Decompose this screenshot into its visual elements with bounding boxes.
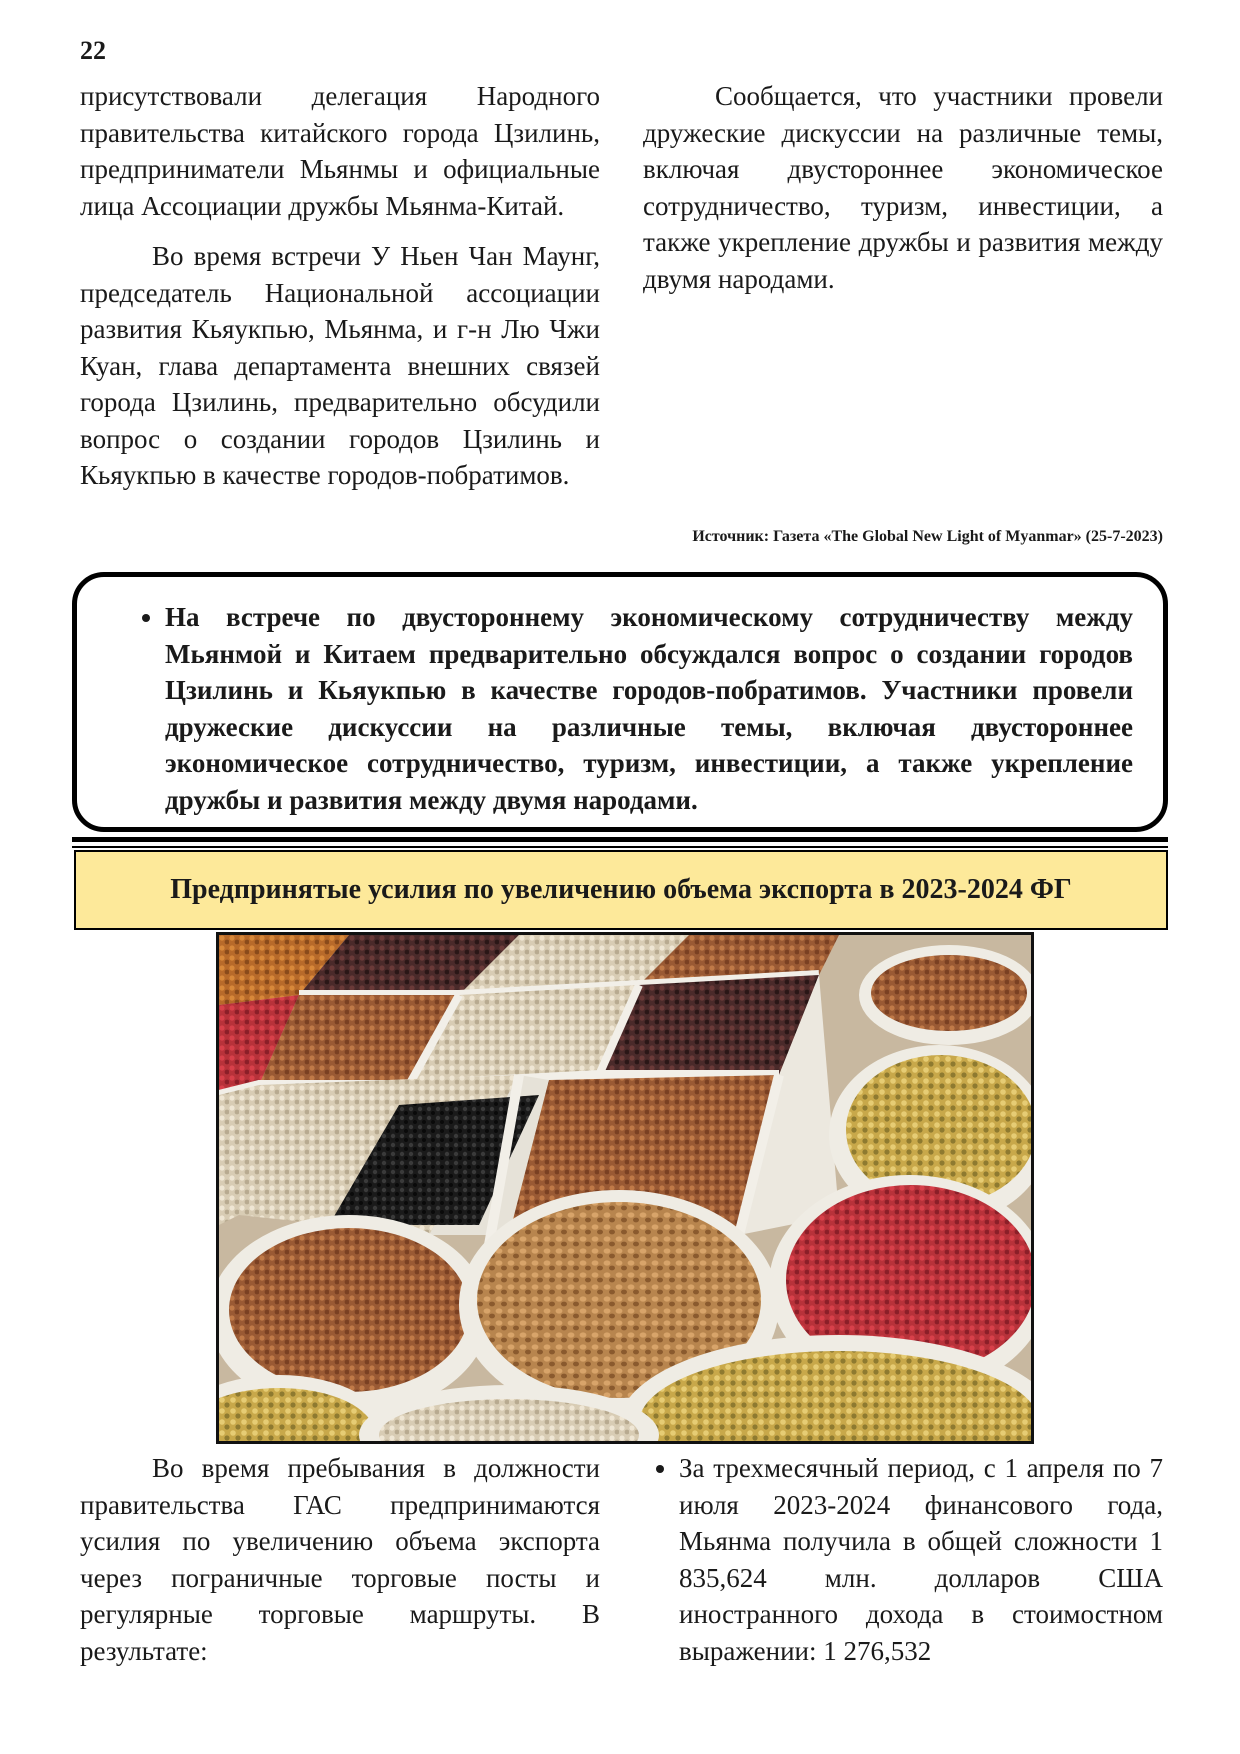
market-beans-photo: [216, 932, 1034, 1444]
bottom-left-paragraph: Во время пребывания в должности правительства ГАС предпринимаются усилия по увеличению объема экспорта через пограничные торговые посты и регулярные торговые маршруты. В результате:: [80, 1453, 600, 1666]
left-column: [80, 78, 600, 494]
bottom-left-column: [80, 1450, 600, 1669]
bottom-right-column: [643, 1450, 1163, 1669]
left-paragraph-2: Во время встречи У Ньен Чан Маунг, председатель Национальной ассоциации развития Кьяукпью, Мьянма, и г-н Лю Чжи Куан, глава департамента внешних связей города Цзилинь, предварительно обсудили вопрос о создании городов Цзилинь и Кьяукпью в качестве городов-побратимов.: [80, 241, 600, 490]
source-citation: Источник: Газета «The Global New Light of Myanmar» (25-7-2023): [692, 528, 1163, 545]
right-column: [643, 78, 1163, 297]
section-divider-thick: [72, 837, 1168, 842]
left-paragraph-1: присутствовали делегация Народного правительства китайского города Цзилинь, предприниматели Мьянмы и официальные лица Ассоциации дружбы Мьянма-Китай.: [80, 81, 600, 221]
market-beans-pulses-icon: [219, 935, 1031, 1441]
section-divider-thin: [72, 846, 1168, 848]
right-paragraph-1: Сообщается, что участники провели дружеские дискуссии на различные темы, включая двустороннее экономическое сотрудничество, туризм, инвестиции, а также укрепление дружбы и развития между двумя народами.: [643, 81, 1163, 294]
summary-bullet: • На встрече по двустороннему экономическому сотрудничеству между Мьянмой и Китаем предварительно обсуждался вопрос о создании городов Цзилинь и Кьяукпью в качестве городов-побратимов. Участники провели дружеские дискуссии на различные темы, включая двустороннее экономическое сотрудничество, туризм, инвестиции, а также укрепление дружбы и развития между двумя народами.: [165, 599, 1133, 818]
summary-box: [72, 572, 1168, 832]
page-number: 22: [80, 36, 106, 65]
bottom-right-bullet-1: • За трехмесячный период, с 1 апреля по 7 июля 2023-2024 финансового года, Мьянма получила в общей сложности 1 835,624 млн. долларов США иностранного дохода в стоимостном выражении: 1 276,532: [679, 1450, 1163, 1669]
section-banner: Предпринятые усилия по увеличению объема экспорта в 2023-2024 ФГ: [74, 850, 1168, 930]
